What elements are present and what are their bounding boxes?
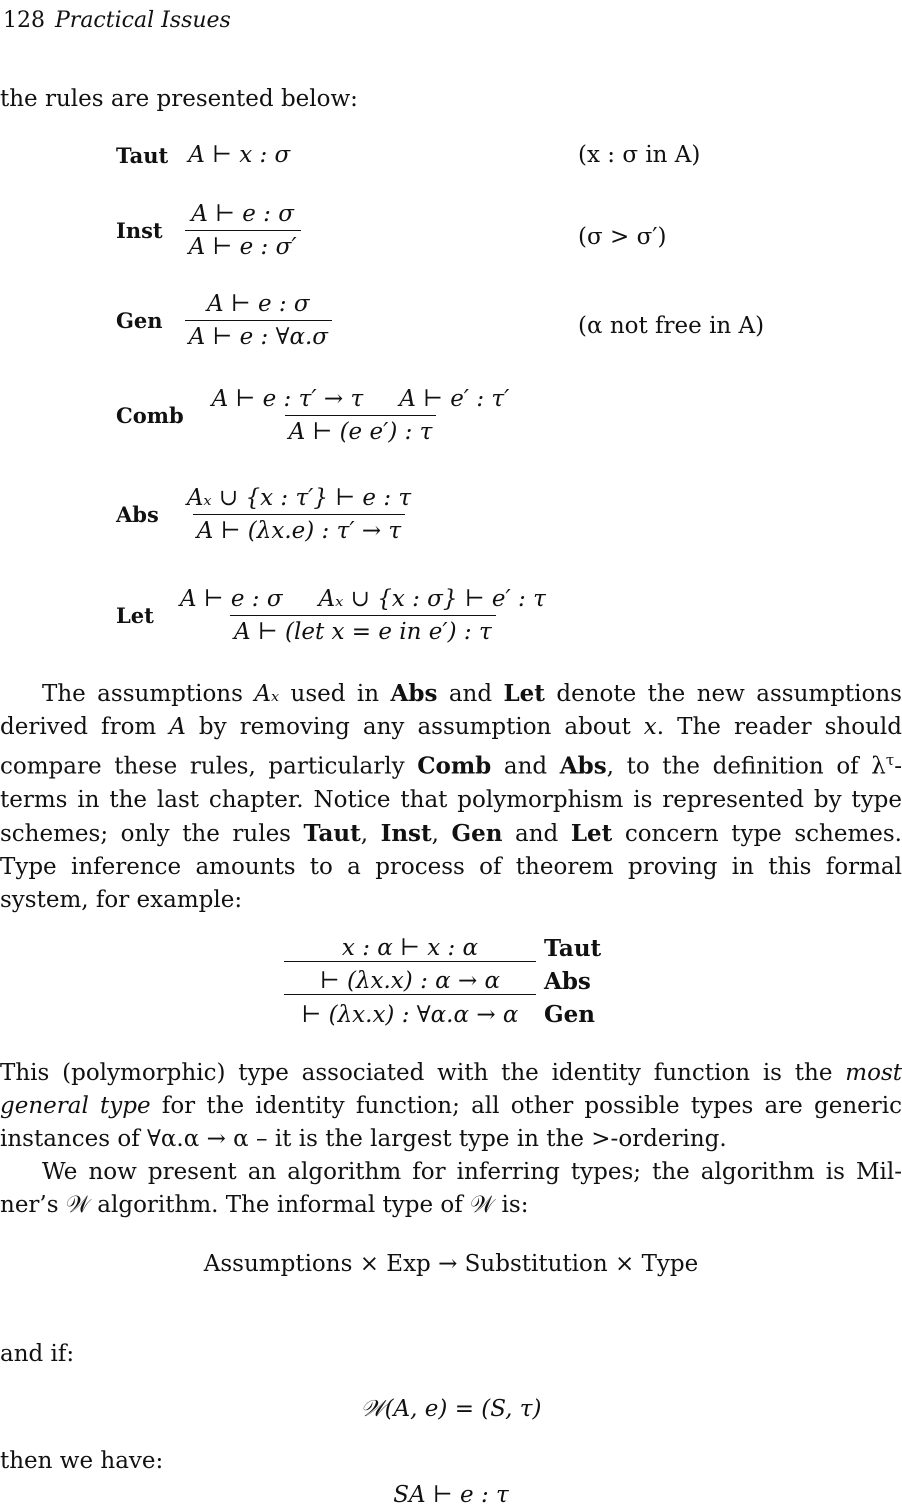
rule-judgement: A ⊢ x : σ [188,142,291,168]
text-line: general type for the identity function; all other possible types are generic [0,1093,902,1119]
derivation-statement: ⊢ (λx.x) : α → α [284,968,536,995]
rule-inst [116,201,301,260]
rule-let [116,586,550,645]
display-w-equation: 𝒲(A, e) = (S, τ) [360,1396,542,1422]
derivation-step [284,932,601,965]
derivation-rule: Taut [544,935,602,962]
page-header [3,8,231,33]
rule-premise: A ⊢ e′ : τ′ [399,386,510,412]
derivation-step [284,998,601,1031]
rule-condition: (σ > σ′) [578,224,667,250]
rule-conclusion: A ⊢ (e e′) : τ [285,415,437,445]
rule-conclusion: A ⊢ e : σ′ [185,230,301,260]
text-line: terms in the last chapter. Notice that polymorphism is represented by type [0,786,902,813]
rule-premise: A ⊢ e : σ [206,291,310,317]
derivation-statement: x : α ⊢ x : α [284,935,536,962]
display-type-signature: Assumptions × Exp → Substitution × Type [203,1251,699,1277]
rule-fraction [185,201,301,260]
rule-fraction [183,485,415,544]
rule-name: Let [116,603,154,628]
rule-conclusion: A ⊢ (λx.e) : τ′ → τ [193,514,405,544]
running-title: Practical Issues [55,8,231,33]
text-line: We now present an algorithm for inferring types; the algorithm is Mil- [42,1159,902,1185]
rule-taut [116,142,290,168]
rule-name: Comb [116,403,184,428]
rule-premise: Aₓ ∪ {x : σ} ⊢ e′ : τ [318,586,546,612]
text-line: The assumptions Aₓ used in Abs and Let denote the new assumptions [42,680,902,707]
paragraph-assumptions [0,677,902,917]
rule-premise: Aₓ ∪ {x : τ′} ⊢ e : τ [186,485,412,511]
rule-premise: A ⊢ e : σ [191,201,294,227]
derivation-rule: Abs [544,968,591,995]
text-line: This (polymorphic) type associated with the identity function is the most [0,1060,902,1086]
then-have-text: then we have: [0,1448,164,1474]
and-if-text: and if: [0,1341,75,1367]
page-number: 128 [3,8,45,33]
derivation-tree [284,932,601,1031]
text-line: schemes; only the rules Taut, Inst, Gen and Let concern type schemes. [0,819,902,847]
rule-fraction [176,586,550,645]
text-line: compare these rules, particularly Comb and Abs, to the definition of $\lambda^\tau-$ [0,751,902,780]
text-line: ner’s 𝒲 algorithm. The informal type of 𝒲 is: [0,1192,529,1218]
derivation-rule: Gen [544,1001,595,1028]
intro-text: the rules are presented below: [0,86,358,112]
derivation-step [284,965,601,998]
rule-name: Inst [116,218,163,243]
text-line: Type inference amounts to a process of theorem proving in this formal [0,853,902,880]
paragraph-algorithm-w [0,1156,902,1222]
rule-abs [116,485,415,544]
rule-condition: (α not free in A) [578,313,765,339]
rule-conclusion: A ⊢ e : ∀α.σ [185,320,332,350]
rule-premise: A ⊢ e : τ′ → τ [211,386,364,412]
rule-condition: (x : σ in A) [578,142,701,168]
rule-name: Gen [116,308,163,333]
derivation-statement: ⊢ (λx.x) : ∀α.α → α [301,1001,519,1028]
paragraph-most-general-type [0,1057,902,1156]
rule-name: Taut [116,142,169,168]
rule-fraction [185,291,332,350]
text-line: derived from A by removing any assumption about x. The reader should [0,714,902,740]
rule-fraction [208,386,514,445]
text-line: instances of ∀α.α → α – it is the largest type in the >-ordering. [0,1126,727,1152]
display-result: SA ⊢ e : τ [393,1482,509,1508]
rule-name: Abs [116,502,159,527]
rule-gen [116,291,332,350]
text-line: system, for example: [0,886,243,913]
rule-conclusion: A ⊢ (let x = e in e′) : τ [230,615,496,645]
rule-comb [116,386,513,445]
rule-premise: A ⊢ e : σ [179,586,283,612]
